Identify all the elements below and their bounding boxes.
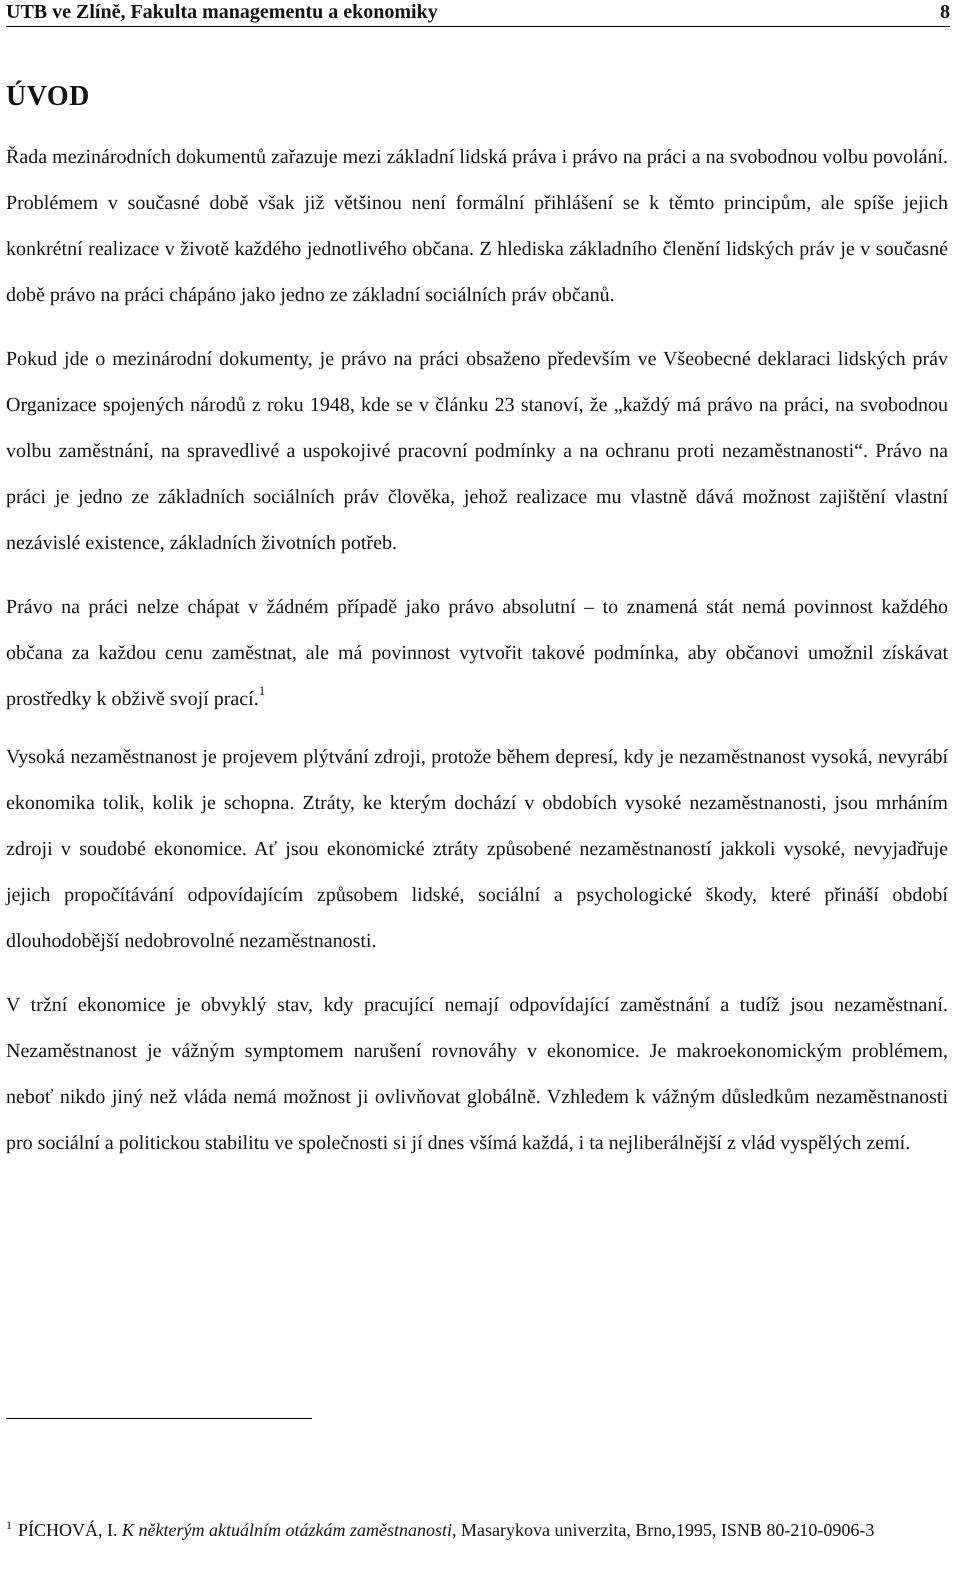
footnote-divider: [6, 1418, 312, 1419]
paragraph-3: [6, 584, 948, 722]
footnote-mark: 1: [6, 1518, 12, 1532]
paragraph-4: Vysoká nezaměstnanost je projevem plýtvání zdroji, protože během depresí, kdy je nezaměstnanost vysoká, nevyrábí ekonomika tolik, kolik je schopna. Ztráty, ke kterým dochází v obdobích vysoké nezaměstnanosti, jsou mrháním zdroji v soudobé ekonomice. Ať jsou ekonomické ztráty způsobené nezaměstnaností jakkoli vysoké, nevyjadřuje jejich propočítávání odpovídajícím způsobem lidské, sociální a psychologické škody, které přináší období dlouhodobější nedobrovolné nezaměstnanosti.: [6, 746, 948, 952]
footnote-reference[interactable]: 1: [258, 683, 266, 699]
section-heading: ÚVOD: [6, 81, 90, 112]
paragraph-5: V tržní ekonomice je obvyklý stav, kdy pracující nemají odpovídající zaměstnání a tudíž jsou nezaměstnaní. Nezaměstnanost je vážným symptomem narušení rovnováhy v ekonomice. Je makroekonomickým problémem, neboť nikdo jiný než vláda nemá možnost ji ovlivňovat globálně. Vzhledem k vážným důsledkům nezaměstnanosti pro sociální a politickou stabilitu ve společnosti si jí dnes všímá každá, i ta nejliberálnější z vlád vyspělých zemí.: [6, 994, 948, 1154]
footnote-author: PÍCHOVÁ, I.: [18, 1520, 118, 1540]
paragraph-3-text: Právo na práci nelze chápat v žádném případě jako právo absolutní – to znamená stát nemá povinnost každého občana za každou cenu zaměstnat, ale má povinnost vytvořit takové podmínka, aby občanovi umožnil získávat prostředky k obživě svojí prací.: [6, 596, 948, 710]
paragraph-2: Pokud jde o mezinárodní dokumenty, je právo na práci obsaženo především ve Všeobecné deklaraci lidských práv Organizace spojených národů z roku 1948, kde se v článku 23 stanoví, že „každý má právo na práci, na svobodnou volbu zaměstnání, na spravedlivé a uspokojivé pracovní podmínky a na ochranu proti nezaměstnanosti“. Právo na práci je jedno ze základních sociálních práv člověka, jehož realizace mu vlastně dává možnost zajištění vlastní nezávislé existence, základních životních potřeb.: [6, 348, 948, 554]
header-title: UTB ve Zlíně, Fakulta managementu a ekonomiky: [6, 1, 438, 23]
footnote: [6, 1518, 946, 1545]
running-header: [6, 0, 950, 27]
page-number: 8: [940, 1, 950, 23]
paragraph-1: Řada mezinárodních dokumentů zařazuje mezi základní lidská práva i právo na práci a na svobodnou volbu povolání. Problémem v současné době však již většinou není formální přihlášení se k těmto principům, ale spíše jejich konkrétní realizace v životě každého jednotlivého občana. Z hlediska základního členění lidských práv je v současné době právo na práci chápáno jako jedno ze základní sociálních práv občanů.: [6, 146, 948, 306]
body-text: [6, 134, 948, 1166]
footnote-title: K některým aktuálním otázkám zaměstnanosti: [122, 1520, 452, 1540]
footnote-rest: , Masarykova univerzita, Brno,1995, ISNB 80-210-0906-3: [451, 1520, 875, 1540]
